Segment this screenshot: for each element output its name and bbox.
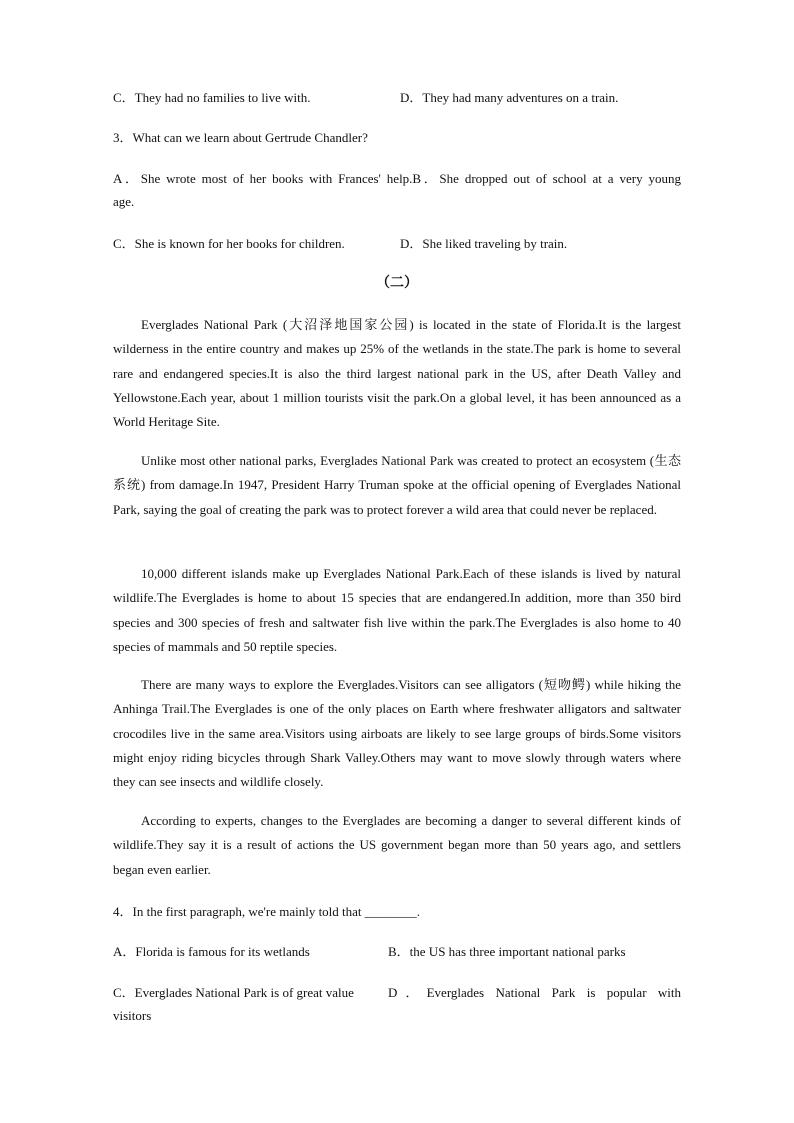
passage-paragraph-2-text: Unlike most other national parks, Everglades National Park was created to protect an ecosystem (生态系统) from damage.In 1947, President Harry Truman spoke at the official opening of Everglades National Park, saying the goal of creating the park was to protect forever a wild area that could never be replaced. [113, 453, 681, 517]
q2-option-d: D．They had many adventures on a train. [400, 90, 619, 105]
q3-option-c: C．She is known for her books for children. [113, 236, 345, 251]
q2-option-c: C．They had no families to live with. [113, 90, 311, 105]
section-heading: （二） [376, 275, 418, 291]
q4-option-b: B．the US has three important national parks [388, 944, 626, 959]
passage-paragraph-5-text: According to experts, changes to the Everglades are becoming a danger to several different kinds of wildlife.They say it is a result of actions the US government began more than 50 years ago, and settlers began even earlier. [113, 813, 681, 877]
q4-option-d: D．Everglades National Park is popular with [388, 985, 681, 1000]
passage-paragraph-1-text: Everglades National Park (大沼泽地国家公园) is located in the state of Florida.It is the largest wilderness in the entire country and makes up 25% of the wetlands in the state.The park is home to several rare and endangered species.It is also the third largest national park in the US, after Death Valley and Yellowstone.Each year, about 1 million tourists visit the park.On a global level, it has been announced as a World Heritage Site. [113, 317, 681, 430]
q3-option-d: D．She liked traveling by train. [400, 236, 568, 251]
passage-paragraph-2 [113, 449, 681, 522]
passage-paragraph-4 [113, 673, 681, 794]
q3-options-ab: A．She wrote most of her books with Frances' help.B．She dropped out of school at a very young [113, 171, 681, 186]
passage-paragraph-3-text: 10,000 different islands make up Everglades National Park.Each of these islands is lived by natural wildlife.The Everglades is home to about 15 species that are endangered.In addition, more than 350 bird species and 300 species of fresh and saltwater fish live within the park.The Everglades is also home to 40 species of mammals and 50 reptile species. [113, 566, 681, 654]
q4-option-a: A．Florida is famous for its wetlands [113, 944, 310, 959]
passage-paragraph-5 [113, 809, 681, 882]
q4-stem: 4．In the first paragraph, we're mainly told that ________. [113, 904, 421, 919]
passage-paragraph-1 [113, 313, 681, 434]
passage-paragraph-3 [113, 562, 681, 659]
q3-stem: 3．What can we learn about Gertrude Chandler? [113, 130, 368, 145]
passage-paragraph-4-text: There are many ways to explore the Everglades.Visitors can see alligators (短吻鳄) while hiking the Anhinga Trail.The Everglades is one of the only places on Earth where freshwater alligators and saltwater crocodiles live in the same area.Visitors using airboats are likely to see large groups of birds.Some visitors might enjoy riding bicycles through Shark Valley.Others may want to move slowly through waters where they can see insects and wildlife closely. [113, 677, 681, 790]
q4-option-c: C．Everglades National Park is of great value [113, 985, 354, 1000]
q4-option-d-continued: visitors [113, 1008, 152, 1023]
q3-options-ab-continued: age. [113, 194, 135, 209]
